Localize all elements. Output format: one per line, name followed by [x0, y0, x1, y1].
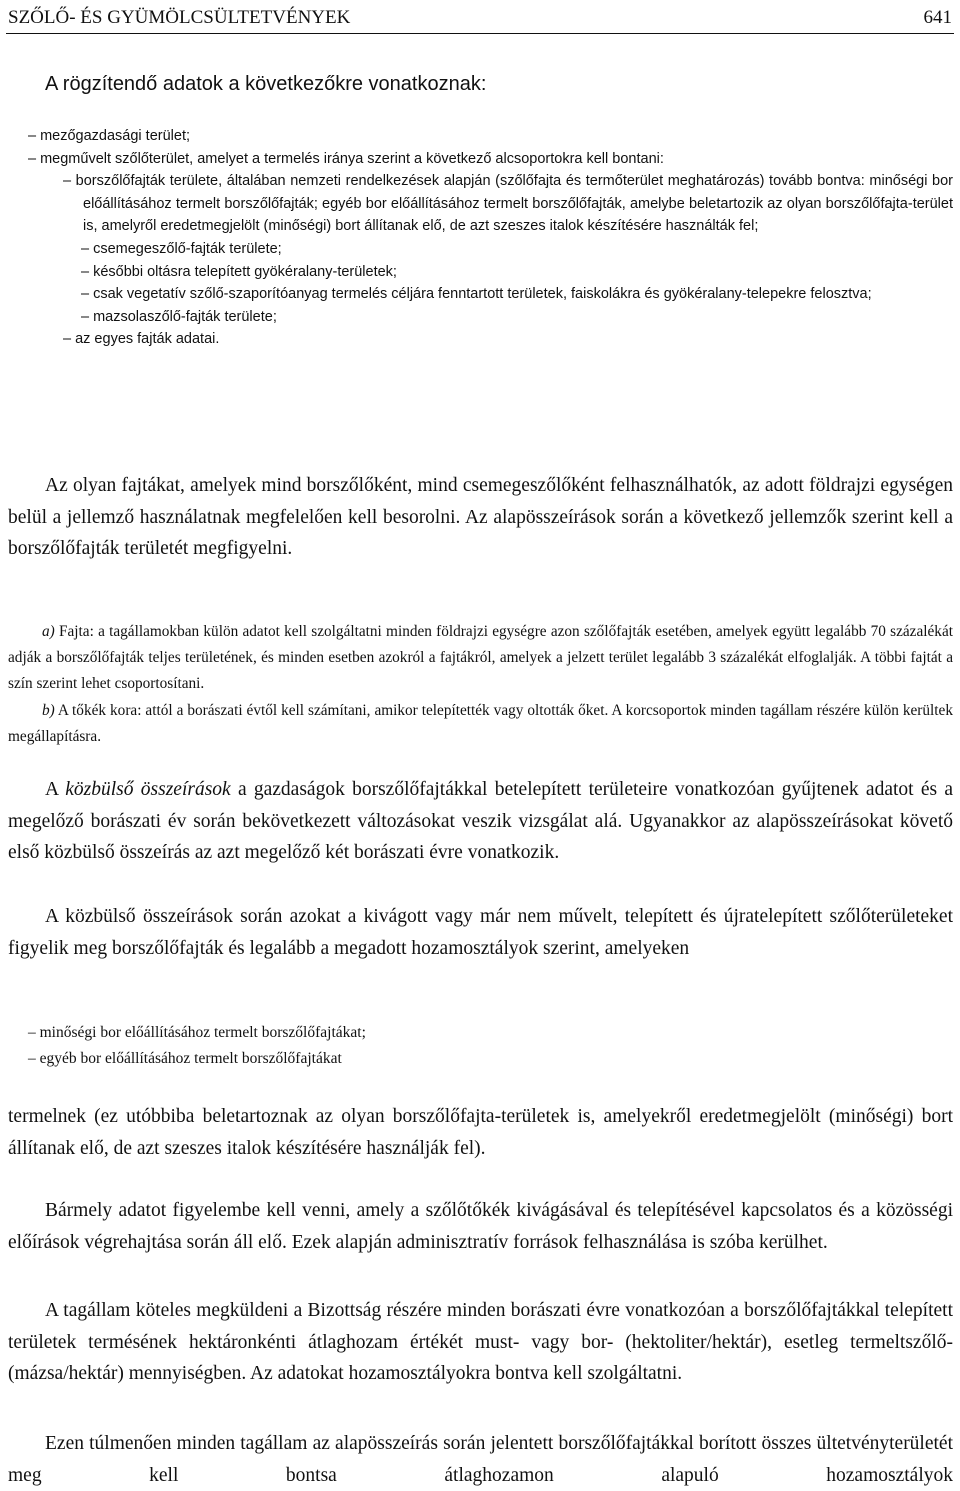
list-item: – későbbi oltásra telepített gyökéralany-területek; — [81, 263, 397, 280]
wine-type-list — [8, 1020, 953, 1072]
list-item: – minőségi bor előállításához termelt borszőlőfajtákat; — [28, 1024, 366, 1041]
running-header — [6, 4, 954, 34]
list-item: – borszőlőfajták területe, általában nemzeti rendelkezések alapján (szőlőfajta és termőterület meghatározás) tovább bontva: minőségi bor előállításához termelt borszőlőfajták; egyéb bor előállításához termelt borszőlőfajták, amelybe beletartozik az olyan borszőlőfajta-terület is, amelyről eredetmegjelölt (minőségi) bort állítanak elő, de azt szeszes italok készítésére használták fel; — [63, 173, 953, 235]
list-item: – csak vegetatív szőlő-szaporítóanyag termelés céljára fenntartott területek, faiskolákra és gyökéralany-telepekre felosztva; — [81, 286, 872, 303]
list-item: – mazsolaszőlő-fajták területe; — [81, 308, 277, 325]
note-text-b: A tőkék kora: attól a borászati évtől kell számítani, amikor telepítették vagy oltották őket. A korcsoportok minden tagállam részére külön kerültek megállapításra. — [8, 702, 953, 745]
header-rule — [6, 33, 954, 34]
paragraph-yield-classes: Ezen túlmenően minden tagállam az alapösszeírás során jelentett borszőlőfajtákkal borított összes ültetvényterületét meg kell bontsa átlaghozamon alapuló hozamosztályok — [8, 1433, 953, 1486]
list-item: – mezőgazdasági terület; — [28, 128, 191, 144]
section-title: A rögzítendő adatok a következőkre vonatkoznak: — [45, 73, 487, 95]
note-variety — [8, 619, 953, 697]
note-label-a: a) — [42, 623, 55, 640]
paragraph-intermediate-surveys: A közbülső összeírások a gazdaságok borszőlőfajtákkal betelepített területeire vonatkozóan gyűjtenek adatot és a megelőző borászati év során bekövetkezett változásokat veszik vizsgálat alá. Ugyanakkor az alapösszeírásokat követő első közbülső összeírás az azt megelőző két borászati évre vonatkozik. — [8, 779, 953, 863]
list-item: – egyéb bor előállításához termelt borszőlőfajtákat — [28, 1050, 342, 1067]
note-vine-age — [8, 698, 953, 750]
recorded-data-list — [8, 125, 953, 351]
list-item: – csemegeszőlő-fajták területe; — [81, 240, 282, 257]
paragraph-production: termelnek (ez utóbbiba beletartoznak az olyan borszőlőfajta-területek is, amelyekről eredetmegjelölt (minőségi) bort állítanak elő, de azt szeszes italok készítésére használják fel). — [8, 1106, 953, 1159]
list-item: – megművelt szőlőterület, amelyet a termelés iránya szerint a következő alcsoportokra kell bontani: — [28, 150, 664, 167]
paragraph-average-yield: A tagállam köteles megküldeni a Bizottság részére minden borászati évre vonatkozóan a borszőlőfajtákkal telepített területek termésének hektáronkénti átlaghozam értékét must- vagy bor- (hektoliter/hektár), esetleg termeltszőlő- (mázsa/hektár) mennyiségben. Az adatokat hozamosztályokra bontva kell szolgáltatni. — [8, 1300, 953, 1384]
list-item: – az egyes fajták adatai. — [63, 331, 220, 348]
paragraph-classification: Az olyan fajtákat, amelyek mind borszőlőként, mind csemegeszőlőként felhasználhatók, az adott földrajzi egységen belül a jellemző használatnak megfelelően kell besorolni. Az alapösszeírások során a következő jellemzők szerint kell a borszőlőfajták területét megfigyelni. — [8, 475, 953, 559]
page-number: 641 — [923, 7, 952, 28]
note-label-b: b) — [42, 702, 55, 719]
term-intermediate-surveys: közbülső összeírások — [65, 779, 231, 800]
running-header-title: SZŐLŐ- ÉS GYÜMÖLCSÜLTETVÉNYEK — [8, 7, 351, 28]
paragraph-observed-areas: A közbülső összeírások során azokat a kivágott vagy már nem művelt, telepített és újratelepített szőlőterületeket figyelik meg borszőlőfajták és legalább a megadott hozamosztályok szerint, amelyeken — [8, 906, 953, 959]
note-text-a: Fajta: a tagállamokban külön adatot kell szolgáltatni minden földrajzi egységre azon szőlőfajták esetében, amelyek együtt legalább 70 százalékát adják a borszőlőfajták teljes területének, és minden esetben azokról a fajtákról, amelyek a jelzett terület legalább 3 százalékát elfoglalják. A többi fajtát a szín szerint lehet csoportosítani. — [8, 623, 953, 692]
paragraph-administrative-sources: Bármely adatot figyelembe kell venni, amely a szőlőtőkék kivágásával és telepítésével kapcsolatos és a közösségi előírások végrehajtása során áll elő. Ezek alapján adminisztratív források felhasználása is szóba kerülhet. — [8, 1200, 953, 1253]
